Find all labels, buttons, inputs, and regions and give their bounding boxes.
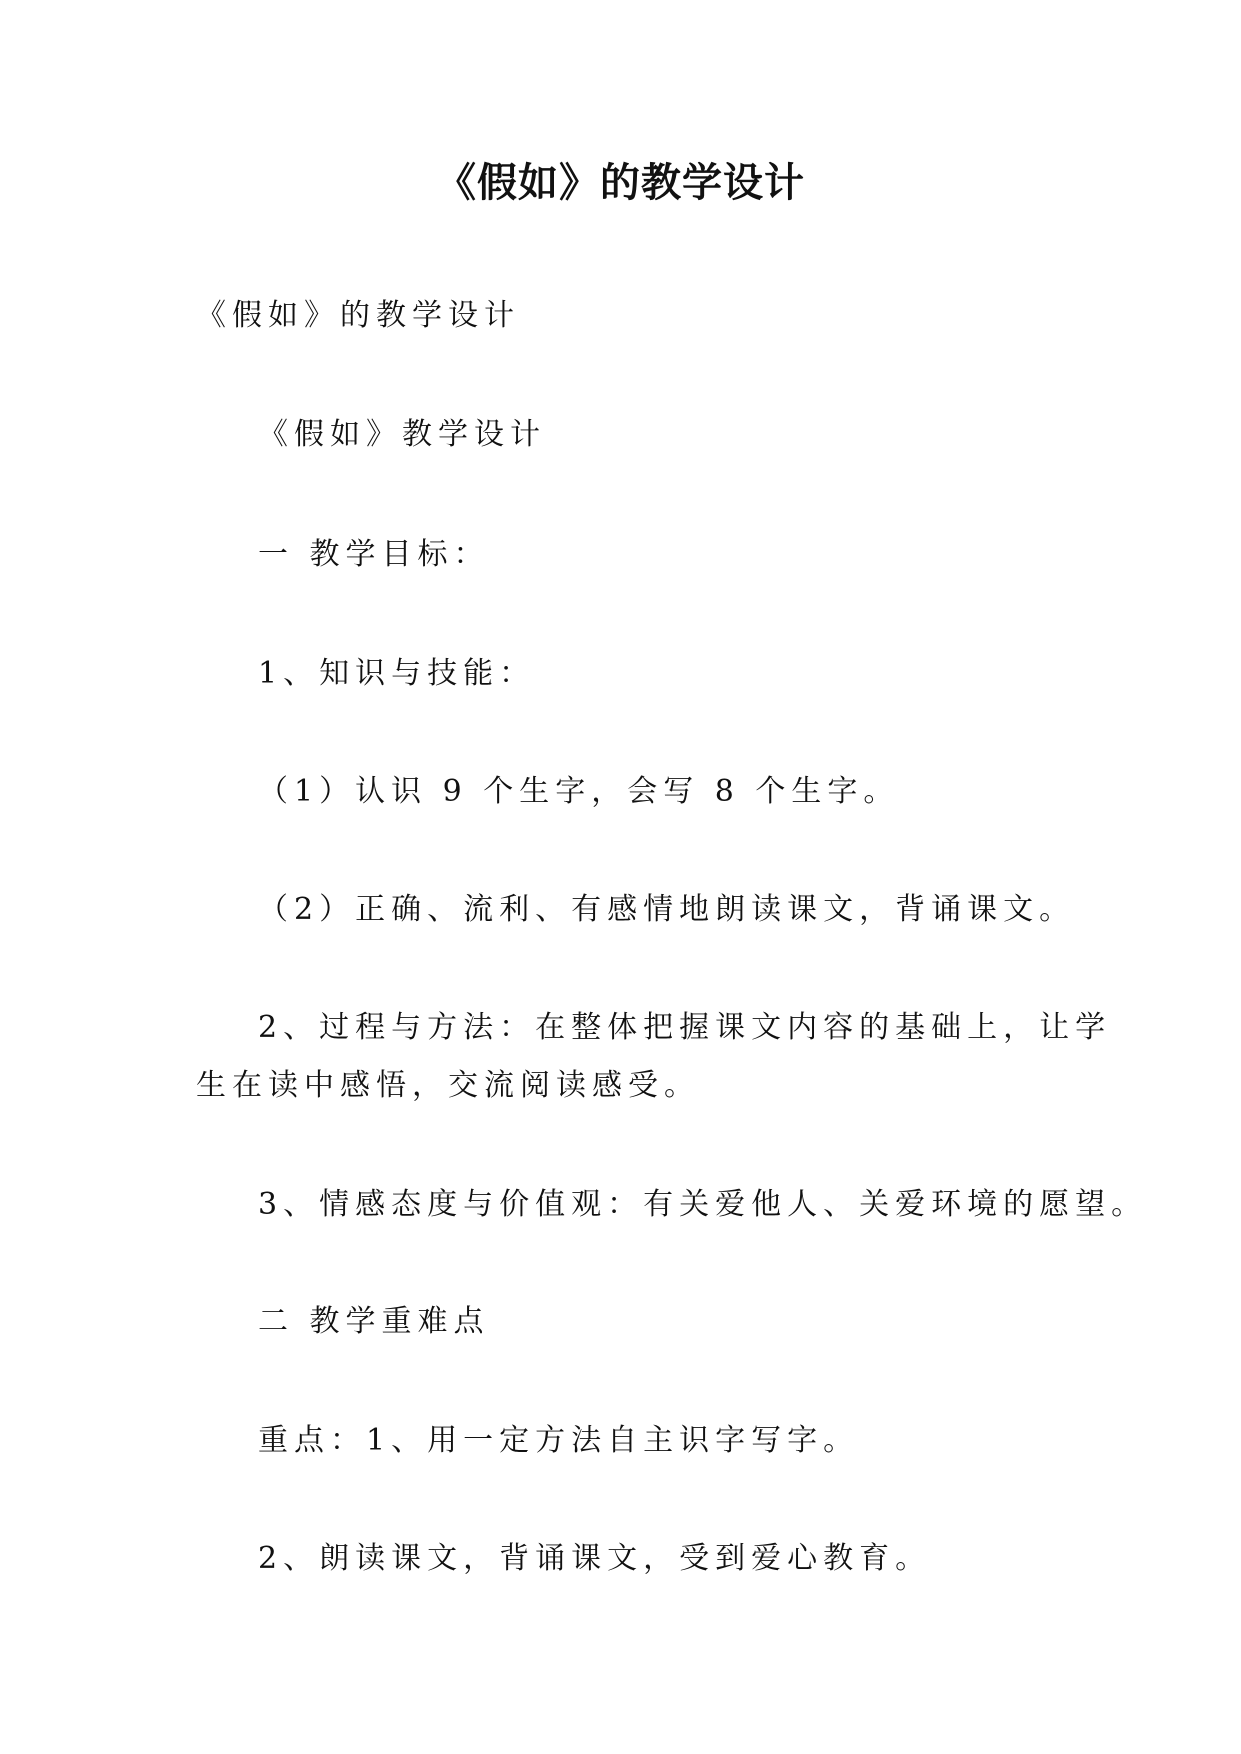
- section-heading-key-points: 二 教学重难点: [258, 1304, 490, 1339]
- key-point-2: 2、朗读课文，背诵课文，受到爱心教育。: [258, 1541, 932, 1576]
- key-point-1: 重点：1、用一定方法自主识字写字。: [258, 1423, 860, 1458]
- objective-knowledge-item-2: （2）正确、流利、有感情地朗读课文，背诵课文。: [258, 892, 1076, 927]
- page-title: 《假如》的教学设计: [436, 160, 805, 206]
- objective-emotion-values: 3、情感态度与价值观：有关爱他人、关爱环境的愿望。: [258, 1187, 1148, 1222]
- objective-process-method-line-2: 生在读中感悟，交流阅读感受。: [196, 1068, 700, 1103]
- sub-heading: 《假如》教学设计: [258, 417, 546, 452]
- section-heading-objectives: 一 教学目标：: [258, 537, 490, 572]
- document-heading: 《假如》的教学设计: [196, 298, 520, 333]
- objective-knowledge-skills: 1、知识与技能：: [258, 656, 536, 691]
- objective-process-method-line-1: 2、过程与方法：在整体把握课文内容的基础上，让学: [258, 1010, 1112, 1045]
- objective-knowledge-item-1: （1）认识 9 个生字，会写 8 个生字。: [258, 774, 900, 809]
